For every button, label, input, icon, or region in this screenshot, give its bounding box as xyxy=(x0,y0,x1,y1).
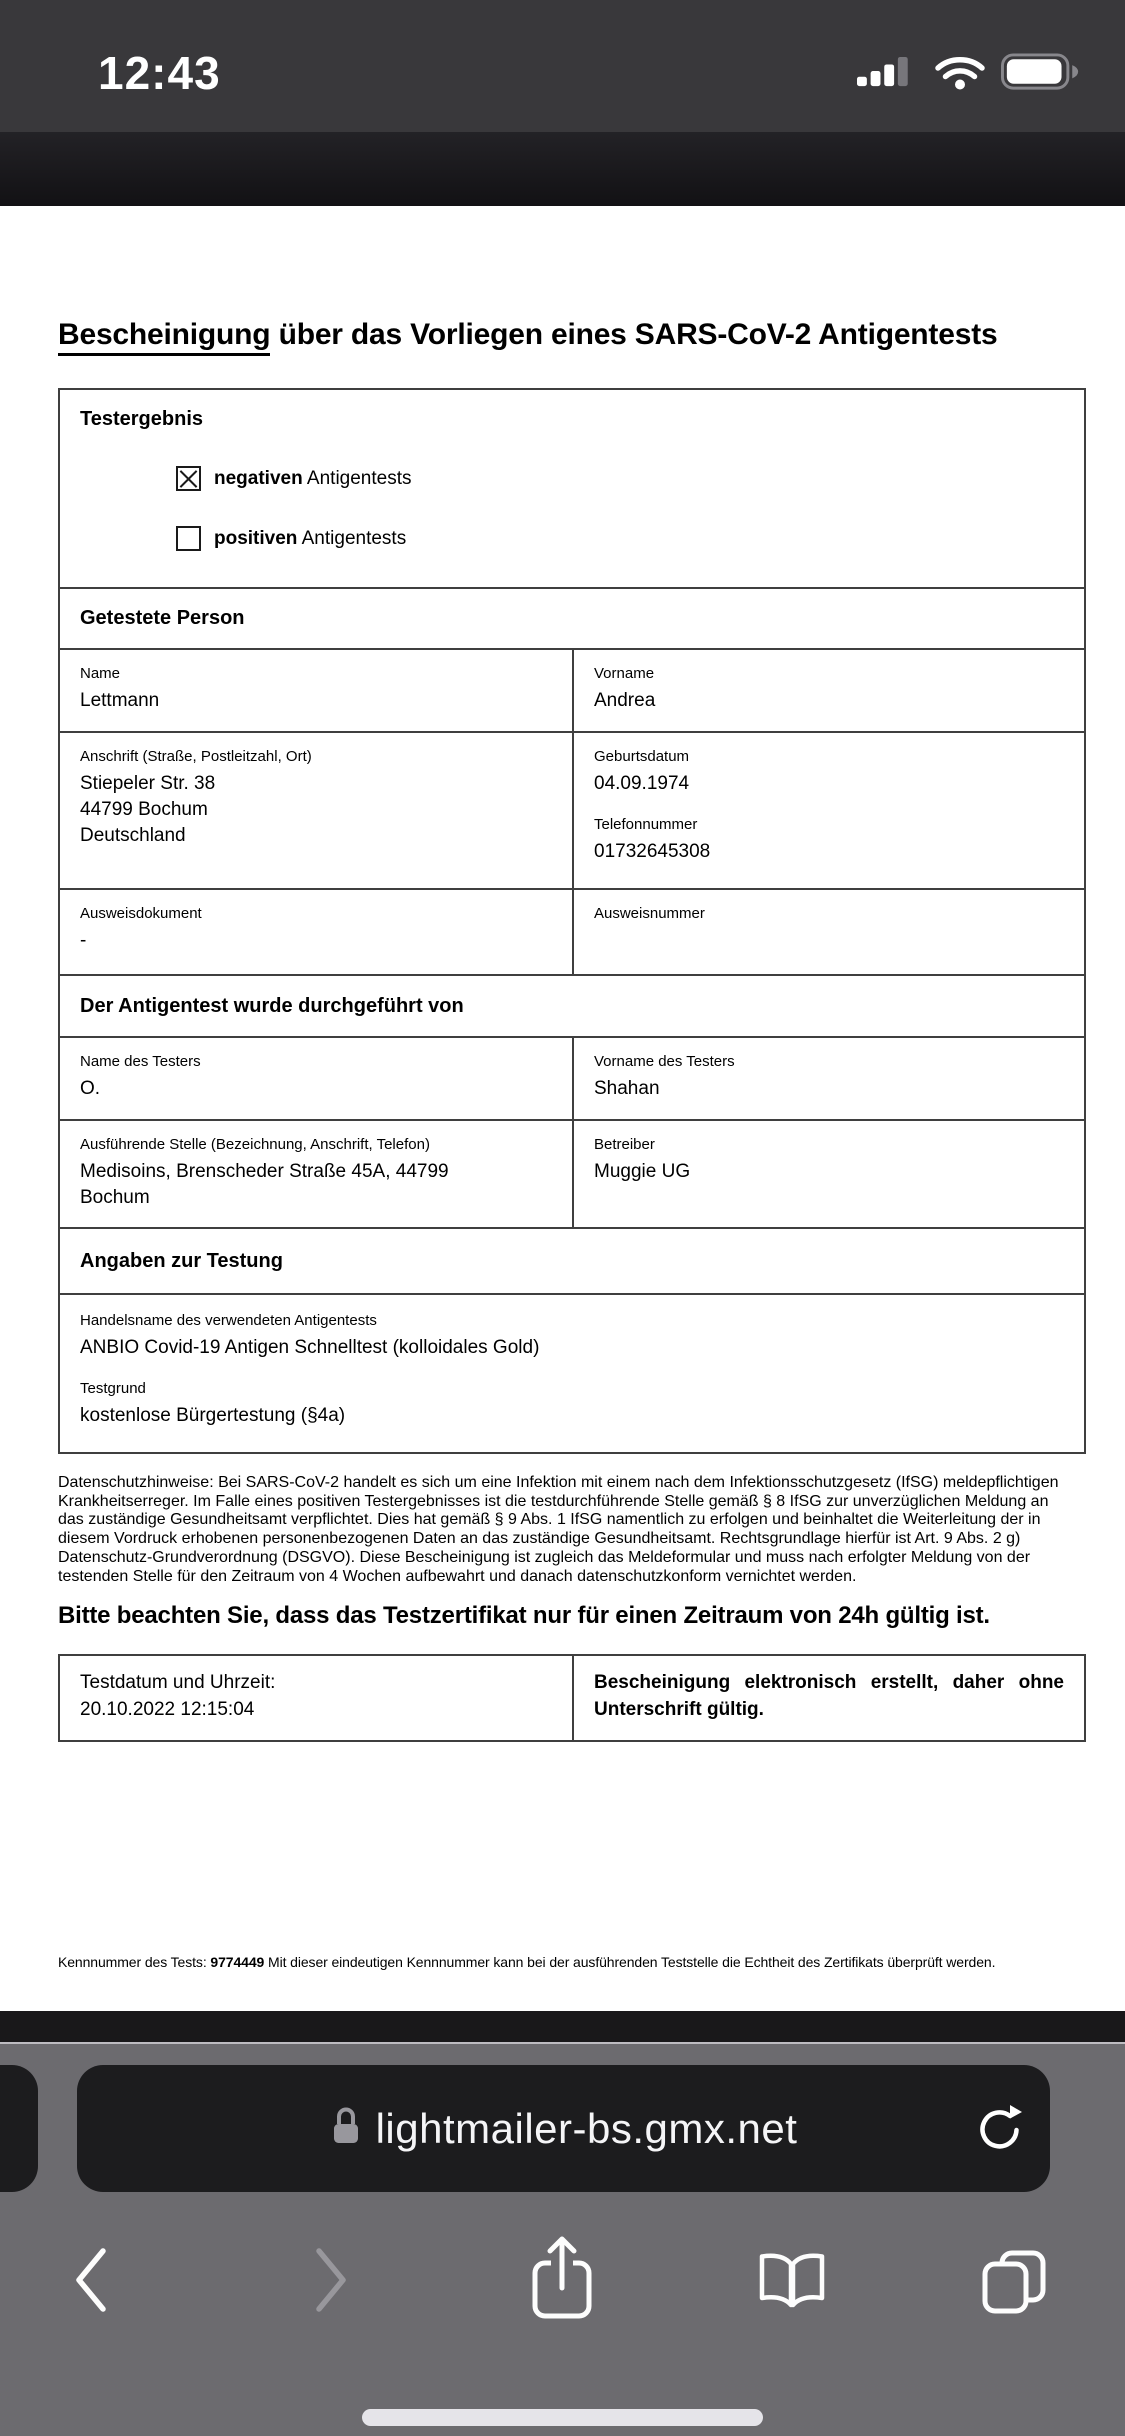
title-rest: über das Vorliegen eines SARS-CoV-2 Antigentests xyxy=(270,318,998,351)
cell-ausfuehrende-stelle xyxy=(60,1121,572,1227)
name-value: Lettmann xyxy=(80,690,160,711)
certificate-document xyxy=(0,206,1125,2011)
reload-button[interactable] xyxy=(972,2101,1024,2157)
betreiber-value: Muggie UG xyxy=(594,1161,691,1182)
betreiber-label: Betreiber xyxy=(594,1136,655,1153)
telefonnummer-label: Telefonnummer xyxy=(594,816,698,833)
kennnummer-prefix: Kennnummer des Tests: xyxy=(58,1954,211,1971)
validity-note: Bitte beachten Sie, dass das Testzertifikat nur für einen Zeitraum von 24h gültig ist. xyxy=(58,1602,990,1630)
cell-vorname xyxy=(572,650,1084,731)
certificate-table xyxy=(58,388,1086,1454)
angaben-section xyxy=(60,1293,1084,1452)
anschrift-line: Stiepeler Str. 38 xyxy=(80,773,216,794)
home-indicator[interactable] xyxy=(362,2409,763,2426)
page-bottom-black-strip xyxy=(0,2011,1125,2042)
telefonnummer-value: 01732645308 xyxy=(594,841,711,862)
electronic-note: Bescheinigung elektronisch erstellt, daher ohne Unterschrift gültig. xyxy=(572,1656,1084,1740)
option-negative xyxy=(176,466,1064,491)
cell-ausweisnummer xyxy=(572,890,1084,974)
name-testers-value: O. xyxy=(80,1078,101,1099)
table-row xyxy=(60,888,1084,974)
option-positive-bold: positiven xyxy=(214,527,298,549)
geburtsdatum-value: 04.09.1974 xyxy=(594,773,690,794)
cell-name xyxy=(60,650,572,731)
cell-betreiber xyxy=(572,1121,1084,1227)
forward-button[interactable] xyxy=(300,2240,362,2320)
navigation-bar xyxy=(0,2240,1125,2350)
kennnummer-suffix: Mit dieser eindeutigen Kennnummer kann bei der ausführenden Teststelle die Echtheit des Zertifikats überprüft werden. xyxy=(264,1954,996,1971)
testergebnis-section xyxy=(60,390,1084,587)
datenschutz-paragraph: Datenschutzhinweise: Bei SARS-CoV-2 handelt es sich um eine Infektion mit einem nach dem Infektionsschutzgesetz (IfSG) meldepflichtigen Krankheitserreger. Im Falle eines positiven Testergebnisses ist die testdurchführende Stelle gemäß § 8 IfSG zur unverzüglichen Meldung an das zuständige Gesundheitsamt verpflichtet. Dies hat gemäß § 9 Abs. 1 IfSG namentlich zu erfolgen und beinhaltet die Weiterleitung der in diesem Vordruck erhobenen personenbezogenen Daten an das zuständige Gesundheitsamt. Rechtsgrundlage hierfür ist Art. 9 Abs. 2 g) Datenschutz-Grundverordnung (DSGVO). Diese Bescheinigung ist zugleich das Meldeformular und muss nach erfolgter Meldung von der testenden Stelle für den Zeitraum von 4 Wochen aufbewahrt und danach datenschutzkonform vernichtet werden. xyxy=(58,1474,1059,1585)
testgrund-value: kostenlose Bürgertestung (§4a) xyxy=(80,1405,346,1426)
option-negative-bold: negativen xyxy=(214,467,303,489)
tabs-button[interactable] xyxy=(976,2244,1052,2320)
status-icons xyxy=(857,53,1083,96)
kennnummer-line xyxy=(58,1954,1086,1970)
checkbox-negative-checked-icon xyxy=(176,466,201,491)
share-button[interactable] xyxy=(522,2228,602,2328)
ausweisdokument-value: - xyxy=(80,930,87,951)
cell-geburtsdatum-telefon xyxy=(572,733,1084,888)
bookmarks-button[interactable] xyxy=(752,2244,832,2320)
checkbox-positive-unchecked-icon xyxy=(176,526,201,551)
page-top-black-strip xyxy=(0,132,1125,206)
anschrift-line: 44799 Bochum xyxy=(80,799,208,820)
cell-anschrift xyxy=(60,733,572,888)
lock-icon xyxy=(330,2105,362,2152)
table-row xyxy=(60,1119,1084,1227)
option-positive xyxy=(176,526,1064,551)
vorname-value: Andrea xyxy=(594,690,656,711)
ausweisdokument-label: Ausweisdokument xyxy=(80,905,202,922)
wifi-icon xyxy=(935,54,985,95)
stelle-label: Ausführende Stelle (Bezeichnung, Anschrift, Telefon) xyxy=(80,1136,430,1153)
option-positive-rest: Antigentests xyxy=(297,527,407,549)
testdatum-label: Testdatum und Uhrzeit: xyxy=(80,1672,276,1694)
address-bar[interactable] xyxy=(77,2065,1050,2192)
stelle-value: Medisoins, Brenscheder Straße 45A, 44799 Bochum xyxy=(80,1161,449,1208)
page-title xyxy=(58,318,1086,356)
vorname-testers-label: Vorname des Testers xyxy=(594,1053,735,1070)
anschrift-label: Anschrift (Straße, Postleitzahl, Ort) xyxy=(80,748,312,765)
angaben-header: Angaben zur Testung xyxy=(60,1227,1084,1293)
vorname-testers-value: Shahan xyxy=(594,1078,660,1099)
vorname-label: Vorname xyxy=(594,665,655,682)
durchgefuehrt-von-header: Der Antigentest wurde durchgeführt von xyxy=(60,974,1084,1036)
status-bar xyxy=(0,0,1125,132)
ausweisnummer-label: Ausweisnummer xyxy=(594,905,705,922)
table-row xyxy=(60,1036,1084,1119)
name-testers-label: Name des Testers xyxy=(80,1053,201,1070)
testdatum-value: 20.10.2022 12:15:04 xyxy=(80,1699,255,1721)
cell-vorname-testers xyxy=(572,1038,1084,1119)
cellular-signal-icon xyxy=(857,55,919,94)
anschrift-line: Deutschland xyxy=(80,825,186,846)
testergebnis-header: Testergebnis xyxy=(80,408,203,430)
table-row xyxy=(60,648,1084,731)
battery-icon xyxy=(1001,53,1083,96)
status-time: 12:43 xyxy=(98,47,221,99)
cell-ausweisdokument xyxy=(60,890,572,974)
testgrund-label: Testgrund xyxy=(80,1380,146,1397)
back-button[interactable] xyxy=(60,2240,122,2320)
url-text: lightmailer-bs.gmx.net xyxy=(375,2104,798,2152)
getestete-person-header: Getestete Person xyxy=(60,587,1084,648)
handelsname-value: ANBIO Covid-19 Antigen Schnelltest (kolloidales Gold) xyxy=(80,1337,540,1358)
title-underlined-word: Bescheinigung xyxy=(58,318,270,356)
name-label: Name xyxy=(80,665,121,682)
option-negative-rest: Antigentests xyxy=(302,467,412,489)
handelsname-label: Handelsname des verwendeten Antigentests xyxy=(80,1312,377,1329)
safari-toolbar xyxy=(0,2042,1125,2436)
table-row xyxy=(60,731,1084,888)
previous-tab-pill[interactable] xyxy=(0,2065,38,2192)
footer-table xyxy=(58,1654,1086,1742)
geburtsdatum-label: Geburtsdatum xyxy=(594,748,690,765)
kennnummer-number: 9774449 xyxy=(210,1954,265,1971)
cell-name-testers xyxy=(60,1038,572,1119)
cell-testdatum xyxy=(60,1656,572,1740)
